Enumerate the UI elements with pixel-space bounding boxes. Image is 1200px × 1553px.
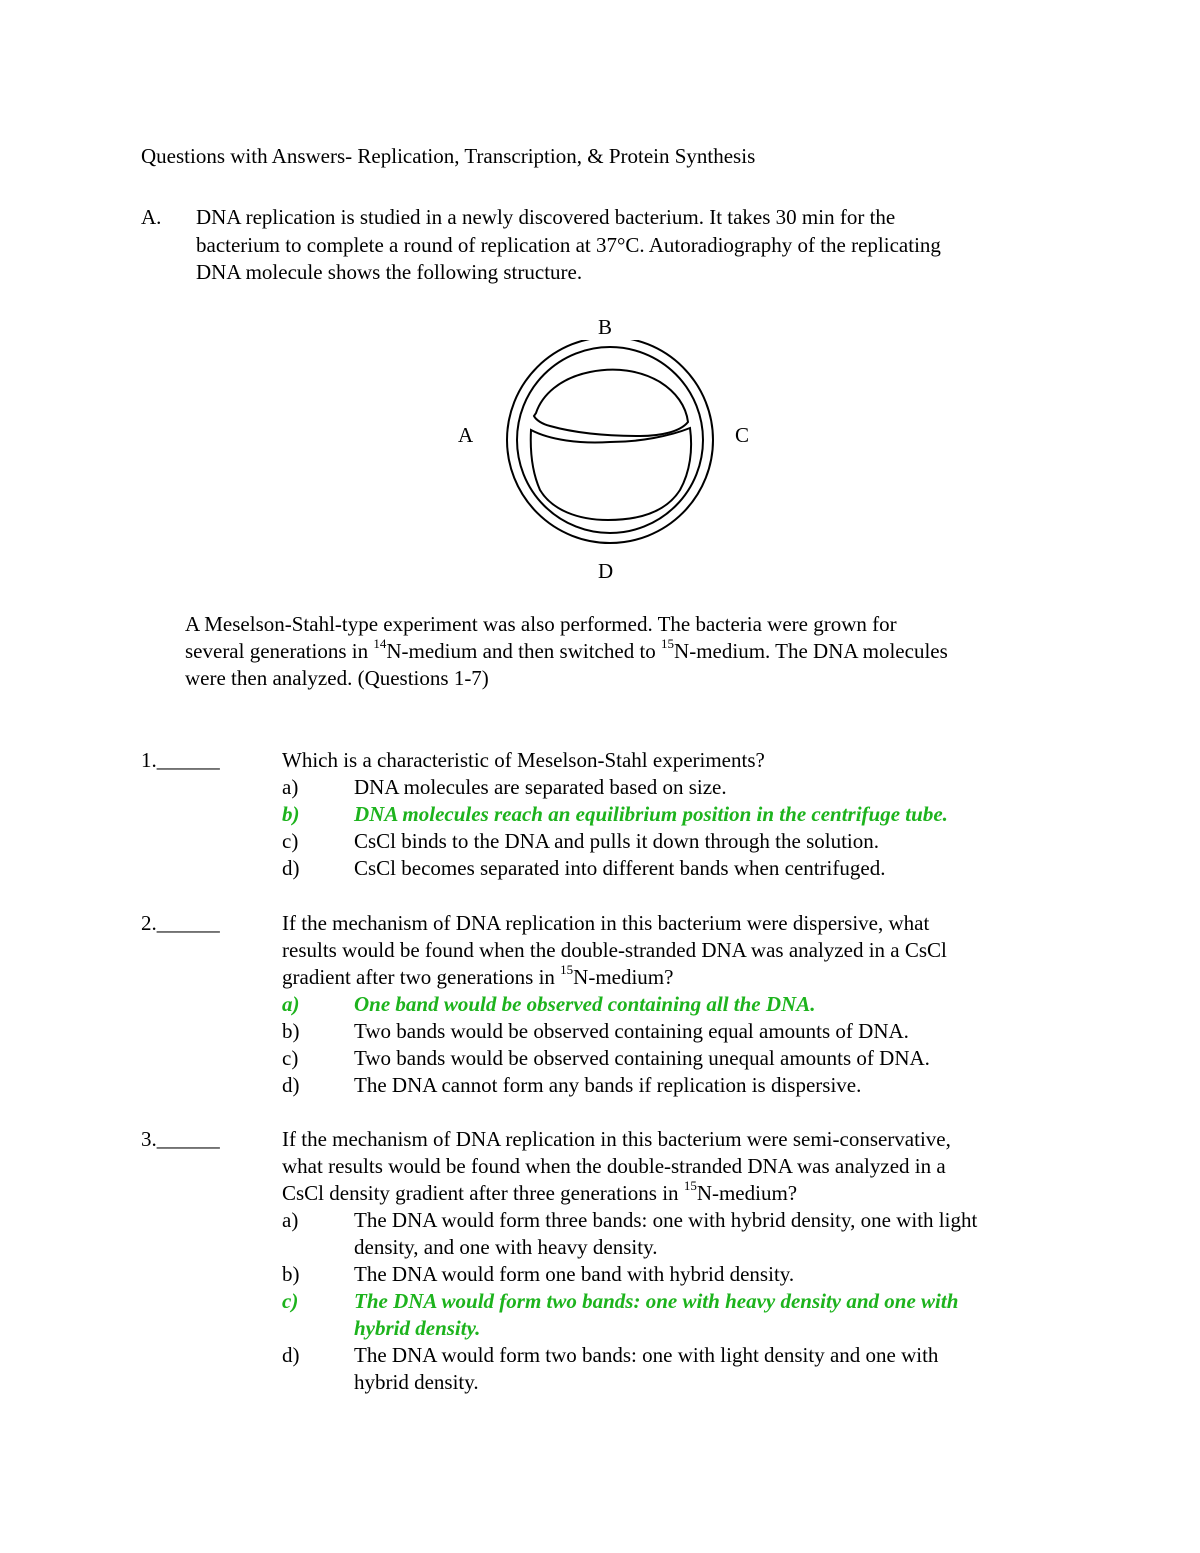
question-3-stem-line-2: what results would be found when the double-stranded DNA was analyzed in a: [282, 1154, 946, 1178]
experiment-line-2: several generations in $^{14}$N-medium and then switched to $^{15}$N-medium. The DNA molecules: [185, 636, 948, 663]
question-2-number[interactable]: 2.______: [141, 911, 220, 935]
question-1-number[interactable]: 1.______: [141, 748, 220, 772]
question-3-option-a-line-2: density, and one with heavy density.: [354, 1235, 658, 1259]
question-3-option-a-letter: a): [282, 1208, 299, 1232]
question-3-stem-line-3: CsCl density gradient after three generations in $^{15}$N-medium?: [282, 1178, 798, 1205]
question-3-option-a-line-1: The DNA would form three bands: one with hybrid density, one with light: [354, 1208, 978, 1232]
question-1-option-d-letter: d): [282, 856, 300, 880]
question-2-option-b: Two bands would be observed containing equal amounts of DNA.: [354, 1019, 909, 1043]
question-3-option-c-answer-line-1: The DNA would form two bands: one with heavy density and one with: [354, 1289, 959, 1313]
section-a-line-3: DNA molecule shows the following structure.: [196, 260, 583, 284]
question-3-option-d-line-2: hybrid density.: [354, 1370, 479, 1394]
question-2-option-c: Two bands would be observed containing unequal amounts of DNA.: [354, 1046, 930, 1070]
diagram-label-d: D: [598, 559, 614, 583]
experiment-line-3: were then analyzed. (Questions 1-7): [185, 666, 489, 690]
question-3-stem-line-1: If the mechanism of DNA replication in this bacterium were semi-conservative,: [282, 1127, 951, 1151]
question-1-option-a: DNA molecules are separated based on size.: [354, 775, 727, 799]
document-title: Questions with Answers- Replication, Transcription, & Protein Synthesis: [141, 144, 756, 168]
question-3-option-c-letter: c): [282, 1289, 299, 1313]
replication-bubble-diagram: [490, 340, 730, 560]
question-2-option-a-answer: One band would be observed containing all the DNA.: [354, 992, 816, 1016]
section-a-letter: A.: [141, 205, 162, 229]
question-2-stem-line-3: gradient after two generations in $^{15}$N-medium?: [282, 962, 674, 989]
question-2-option-b-letter: b): [282, 1019, 300, 1043]
question-1-option-c: CsCl binds to the DNA and pulls it down through the solution.: [354, 829, 880, 853]
question-1-option-b-letter: b): [282, 802, 300, 826]
section-a-line-2: bacterium to complete a round of replication at 37°C. Autoradiography of the replicating: [196, 233, 941, 257]
lower-strand: [531, 428, 691, 520]
upper-strand: [534, 370, 688, 436]
question-3-option-b: The DNA would form one band with hybrid density.: [354, 1262, 795, 1286]
question-2-stem-line-1: If the mechanism of DNA replication in this bacterium were dispersive, what: [282, 911, 930, 935]
question-3-option-b-letter: b): [282, 1262, 300, 1286]
question-1-option-d: CsCl becomes separated into different bands when centrifuged.: [354, 856, 886, 880]
question-1-option-b-answer: DNA molecules reach an equilibrium position in the centrifuge tube.: [354, 802, 948, 826]
diagram-label-b: B: [598, 315, 613, 339]
question-1-option-c-letter: c): [282, 829, 299, 853]
experiment-line-1: A Meselson-Stahl-type experiment was also performed. The bacteria were grown for: [185, 612, 897, 636]
question-3-option-d-letter: d): [282, 1343, 300, 1367]
diagram-label-a: A: [458, 423, 474, 447]
diagram-label-c: C: [735, 423, 750, 447]
question-2-option-c-letter: c): [282, 1046, 299, 1070]
question-2-option-d-letter: d): [282, 1073, 300, 1097]
question-3-option-d-line-1: The DNA would form two bands: one with light density and one with: [354, 1343, 939, 1367]
question-1-option-a-letter: a): [282, 775, 299, 799]
question-2-option-d: The DNA cannot form any bands if replication is dispersive.: [354, 1073, 862, 1097]
section-a-line-1: DNA replication is studied in a newly discovered bacterium. It takes 30 min for the: [196, 205, 896, 229]
question-3-number[interactable]: 3.______: [141, 1127, 220, 1151]
question-3-option-c-answer-line-2: hybrid density.: [354, 1316, 481, 1340]
question-2-stem-line-2: results would be found when the double-stranded DNA was analyzed in a CsCl: [282, 938, 947, 962]
question-1-stem: Which is a characteristic of Meselson-Stahl experiments?: [282, 748, 765, 772]
inner-circle: [517, 347, 703, 533]
question-2-option-a-letter: a): [282, 992, 300, 1016]
